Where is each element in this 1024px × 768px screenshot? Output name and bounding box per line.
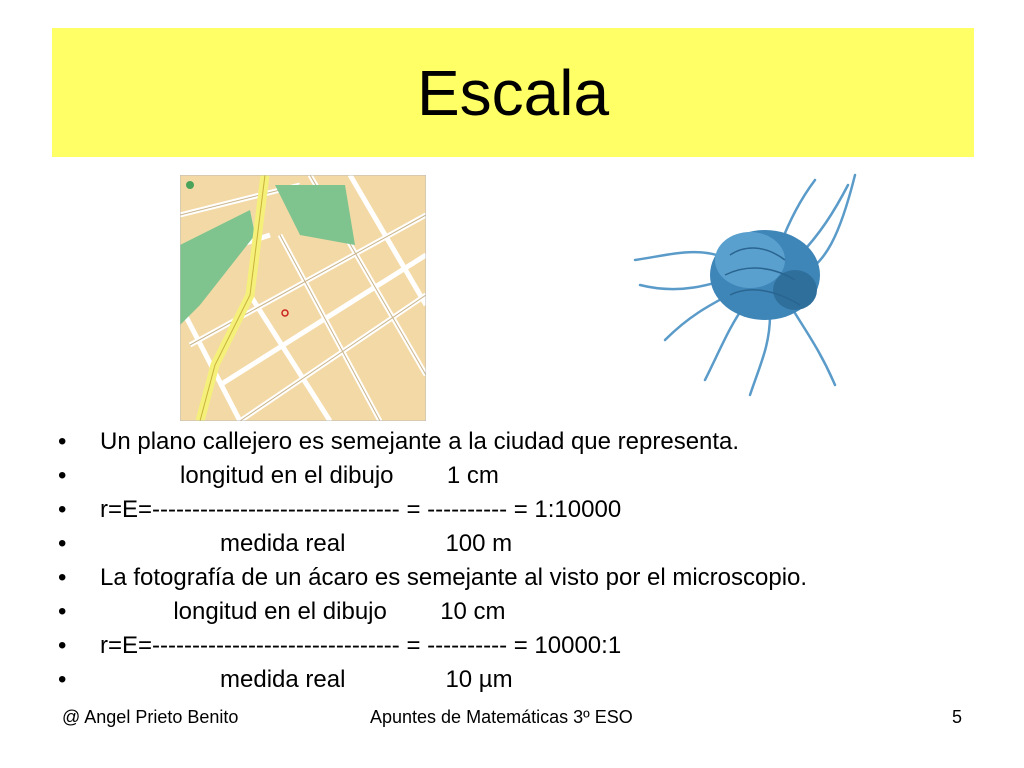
bullet-marker: • <box>58 462 67 489</box>
bullet-text: longitud en el dibujo 1 cm <box>100 462 499 489</box>
footer-course: Apuntes de Matemáticas 3º ESO <box>370 707 633 727</box>
bullet-marker: • <box>58 632 67 659</box>
footer-page-number: 5 <box>952 707 963 727</box>
dust-mite-image <box>620 165 870 415</box>
bullet-text: medida real 100 m <box>100 530 513 557</box>
bullet-marker: • <box>58 666 67 693</box>
bullet-text: Un plano callejero es semejante a la ciudad que representa. <box>100 428 740 455</box>
bullet-text: La fotografía de un ácaro es semejante al visto por el microscopio. <box>100 564 808 591</box>
bullet-text: r=E=------------------------------- = ---------- = 1:10000 <box>100 496 622 523</box>
bullet-text: longitud en el dibujo 10 cm <box>100 598 506 625</box>
slide-title: Escala <box>416 56 610 129</box>
bullet-marker: • <box>58 598 67 625</box>
bullet-marker: • <box>58 496 67 523</box>
bullet-text: r=E=------------------------------- = ---------- = 10000:1 <box>100 632 622 659</box>
bullet-marker: • <box>58 428 67 455</box>
title-bar <box>52 28 974 157</box>
bullet-marker: • <box>58 530 67 557</box>
bullet-marker: • <box>58 564 67 591</box>
bullet-text: medida real 10 µm <box>100 666 513 693</box>
street-map-image <box>180 175 426 421</box>
footer-author: @ Angel Prieto Benito <box>62 707 239 727</box>
